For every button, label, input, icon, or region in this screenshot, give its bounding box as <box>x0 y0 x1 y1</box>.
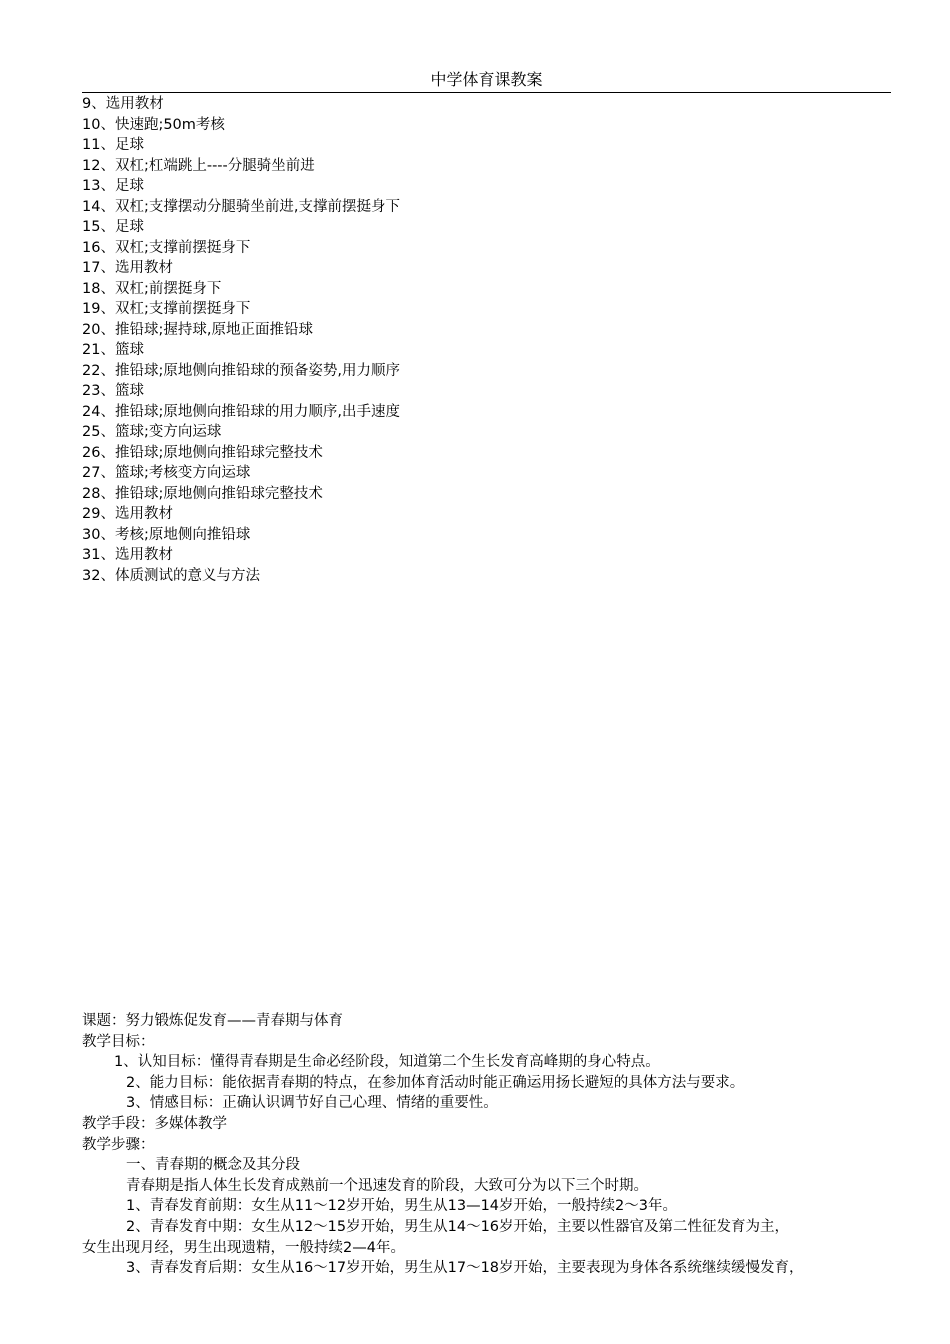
period-late: 3、青春发育后期：女生从16～17岁开始，男生从17～18岁开始，主要表现为身体各系统继续缓慢发育， <box>126 1260 804 1277</box>
step-1-title: 一、青春期的概念及其分段 <box>126 1157 300 1174</box>
step-1-intro: 青春期是指人体生长发育成熟前一个迅速发育的阶段，大致可分为以下三个时期。 <box>126 1177 648 1194</box>
schedule-item: 22、推铅球;原地侧向推铅球的预备姿势,用力顺序 <box>82 362 400 379</box>
course-schedule-list <box>82 94 400 586</box>
schedule-item: 24、推铅球;原地侧向推铅球的用力顺序,出手速度 <box>82 403 400 420</box>
teaching-means: 教学手段：多媒体教学 <box>82 1115 227 1132</box>
schedule-item: 14、双杠;支撑摆动分腿骑坐前进,支撑前摆挺身下 <box>82 198 400 215</box>
goal-cognitive: 1、认知目标：懂得青春期是生命必经阶段，知道第二个生长发育高峰期的身心特点。 <box>114 1054 660 1071</box>
lesson-topic: 课题：努力锻炼促发育——青春期与体育 <box>82 1013 343 1029</box>
schedule-item: 20、推铅球;握持球,原地正面推铅球 <box>82 321 313 338</box>
schedule-item: 30、考核;原地侧向推铅球 <box>82 526 251 543</box>
schedule-item: 13、足球 <box>82 178 144 194</box>
schedule-item: 10、快速跑;50m考核 <box>82 116 225 133</box>
period-early: 1、青春发育前期：女生从11～12岁开始，男生从13—14岁开始，一般持续2～3年。 <box>126 1198 677 1215</box>
schedule-item: 12、双杠;杠端跳上----分腿骑坐前进 <box>82 157 315 174</box>
goals-heading: 教学目标： <box>82 1033 155 1050</box>
schedule-item: 11、足球 <box>82 137 144 153</box>
schedule-item: 29、选用教材 <box>82 506 173 522</box>
goal-ability: 2、能力目标：能依据青春期的特点，在参加体育活动时能正确运用扬长避短的具体方法与要求。 <box>126 1074 745 1091</box>
schedule-item: 27、篮球;考核变方向运球 <box>82 465 251 481</box>
schedule-item: 21、篮球 <box>82 342 144 358</box>
schedule-item: 16、双杠;支撑前摆挺身下 <box>82 239 251 256</box>
page-title: 中学体育课教案 <box>430 70 543 89</box>
goal-emotion: 3、情感目标：正确认识调节好自己心理、情绪的重要性。 <box>126 1095 498 1112</box>
schedule-item: 18、双杠;前摆挺身下 <box>82 280 222 297</box>
schedule-item: 32、体质测试的意义与方法 <box>82 567 260 584</box>
lesson-plan <box>82 1011 912 1279</box>
schedule-item: 25、篮球;变方向运球 <box>82 424 222 440</box>
schedule-item: 26、推铅球;原地侧向推铅球完整技术 <box>82 444 323 461</box>
schedule-item: 19、双杠;支撑前摆挺身下 <box>82 301 251 317</box>
schedule-item: 9、选用教材 <box>82 96 164 112</box>
period-middle-continued: 女生出现月经，男生出现遗精，一般持续2—4年。 <box>82 1239 405 1256</box>
steps-heading: 教学步骤： <box>82 1136 155 1153</box>
schedule-item: 28、推铅球;原地侧向推铅球完整技术 <box>82 485 323 502</box>
schedule-item: 15、足球 <box>82 219 144 235</box>
schedule-item: 17、选用教材 <box>82 260 173 276</box>
schedule-item: 31、选用教材 <box>82 547 173 563</box>
period-middle: 2、青春发育中期：女生从12～15岁开始，男生从14～16岁开始，主要以性器官及第二性征发育为主， <box>126 1218 790 1235</box>
schedule-item: 23、篮球 <box>82 383 144 399</box>
page-header <box>82 70 891 93</box>
